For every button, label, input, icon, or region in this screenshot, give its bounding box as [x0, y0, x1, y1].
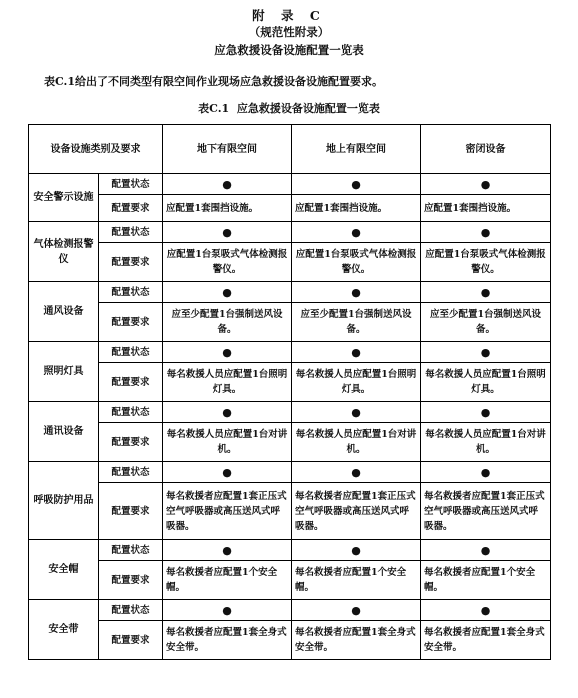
state-mark: ● — [421, 462, 551, 483]
category-name: 安全帽 — [29, 540, 99, 600]
req-label: 配置要求 — [99, 303, 163, 342]
state-label: 配置状态 — [99, 282, 163, 303]
req-label: 配置要求 — [99, 561, 163, 600]
req-cell: 每名救援者应配置1个安全帽。 — [421, 561, 551, 600]
state-mark: ● — [163, 282, 292, 303]
req-cell: 每名救援者应配置1套全身式安全带。 — [421, 621, 551, 660]
state-mark: ● — [292, 462, 421, 483]
state-mark: ● — [421, 282, 551, 303]
state-mark: ● — [421, 540, 551, 561]
req-cell: 应至少配置1台强制送风设备。 — [292, 303, 421, 342]
req-label: 配置要求 — [99, 423, 163, 462]
header-enclosed-equipment: 密闭设备 — [421, 125, 551, 174]
category-name: 安全带 — [29, 600, 99, 660]
req-label: 配置要求 — [99, 243, 163, 282]
equipment-table — [28, 124, 551, 660]
table-title: 表C.1 应急救援设备设施配置一览表 — [198, 102, 380, 115]
req-label: 配置要求 — [99, 363, 163, 402]
req-cell: 应配置1套围挡设施。 — [421, 195, 551, 222]
state-mark: ● — [421, 174, 551, 195]
header-aboveground: 地上有限空间 — [292, 125, 421, 174]
req-cell: 应至少配置1台强制送风设备。 — [421, 303, 551, 342]
req-cell: 每名救援者应配置1个安全帽。 — [163, 561, 292, 600]
appendix-heading: 附 录 C — [252, 8, 326, 23]
state-label: 配置状态 — [99, 342, 163, 363]
req-label: 配置要求 — [99, 195, 163, 222]
req-cell: 应配置1套围挡设施。 — [292, 195, 421, 222]
req-cell: 每名救援者应配置1个安全帽。 — [292, 561, 421, 600]
state-mark: ● — [421, 342, 551, 363]
state-label: 配置状态 — [99, 600, 163, 621]
state-mark: ● — [163, 462, 292, 483]
req-cell: 每名救援者应配置1套全身式安全带。 — [292, 621, 421, 660]
req-cell: 应配置1台泵吸式气体检测报警仪。 — [421, 243, 551, 282]
req-cell: 每名救援人员应配置1台对讲机。 — [163, 423, 292, 462]
state-mark: ● — [292, 540, 421, 561]
req-cell: 应配置1台泵吸式气体检测报警仪。 — [163, 243, 292, 282]
state-mark: ● — [292, 174, 421, 195]
state-mark: ● — [292, 402, 421, 423]
req-cell: 每名救援人员应配置1台照明灯具。 — [292, 363, 421, 402]
appendix-title: 应急救援设备设施配置一览表 — [214, 43, 364, 57]
category-name: 气体检测报警仪 — [29, 222, 99, 282]
category-name: 照明灯具 — [29, 342, 99, 402]
state-mark: ● — [163, 540, 292, 561]
req-cell: 每名救援人员应配置1台照明灯具。 — [163, 363, 292, 402]
header-category: 设备设施类别及要求 — [29, 125, 163, 174]
req-cell: 每名救援者应配置1套正压式空气呼吸器或高压送风式呼吸器。 — [292, 483, 421, 540]
state-mark: ● — [421, 222, 551, 243]
req-cell: 应配置1台泵吸式气体检测报警仪。 — [292, 243, 421, 282]
state-label: 配置状态 — [99, 540, 163, 561]
header-underground: 地下有限空间 — [163, 125, 292, 174]
req-cell: 每名救援者应配置1套正压式空气呼吸器或高压送风式呼吸器。 — [163, 483, 292, 540]
category-name: 通讯设备 — [29, 402, 99, 462]
state-mark: ● — [163, 222, 292, 243]
state-mark: ● — [292, 282, 421, 303]
intro-paragraph: 表C.1给出了不同类型有限空间作业现场应急救援设备设施配置要求。 — [44, 75, 384, 88]
state-mark: ● — [163, 600, 292, 621]
state-mark: ● — [163, 402, 292, 423]
req-cell: 应至少配置1台强制送风设备。 — [163, 303, 292, 342]
normative-label: （规范性附录） — [248, 25, 330, 39]
state-label: 配置状态 — [99, 174, 163, 195]
category-name: 安全警示设施 — [29, 174, 99, 222]
state-mark: ● — [163, 342, 292, 363]
req-label: 配置要求 — [99, 483, 163, 540]
category-name: 呼吸防护用品 — [29, 462, 99, 540]
req-cell: 每名救援人员应配置1台对讲机。 — [421, 423, 551, 462]
req-cell: 每名救援者应配置1套正压式空气呼吸器或高压送风式呼吸器。 — [421, 483, 551, 540]
req-cell: 每名救援者应配置1套全身式安全带。 — [163, 621, 292, 660]
state-mark: ● — [292, 342, 421, 363]
state-mark: ● — [421, 600, 551, 621]
req-cell: 每名救援人员应配置1台对讲机。 — [292, 423, 421, 462]
state-mark: ● — [163, 174, 292, 195]
state-label: 配置状态 — [99, 462, 163, 483]
req-cell: 应配置1套围挡设施。 — [163, 195, 292, 222]
req-cell: 每名救援人员应配置1台照明灯具。 — [421, 363, 551, 402]
category-name: 通风设备 — [29, 282, 99, 342]
state-mark: ● — [421, 402, 551, 423]
table-body — [29, 174, 551, 660]
state-label: 配置状态 — [99, 222, 163, 243]
state-mark: ● — [292, 600, 421, 621]
state-mark: ● — [292, 222, 421, 243]
req-label: 配置要求 — [99, 621, 163, 660]
state-label: 配置状态 — [99, 402, 163, 423]
